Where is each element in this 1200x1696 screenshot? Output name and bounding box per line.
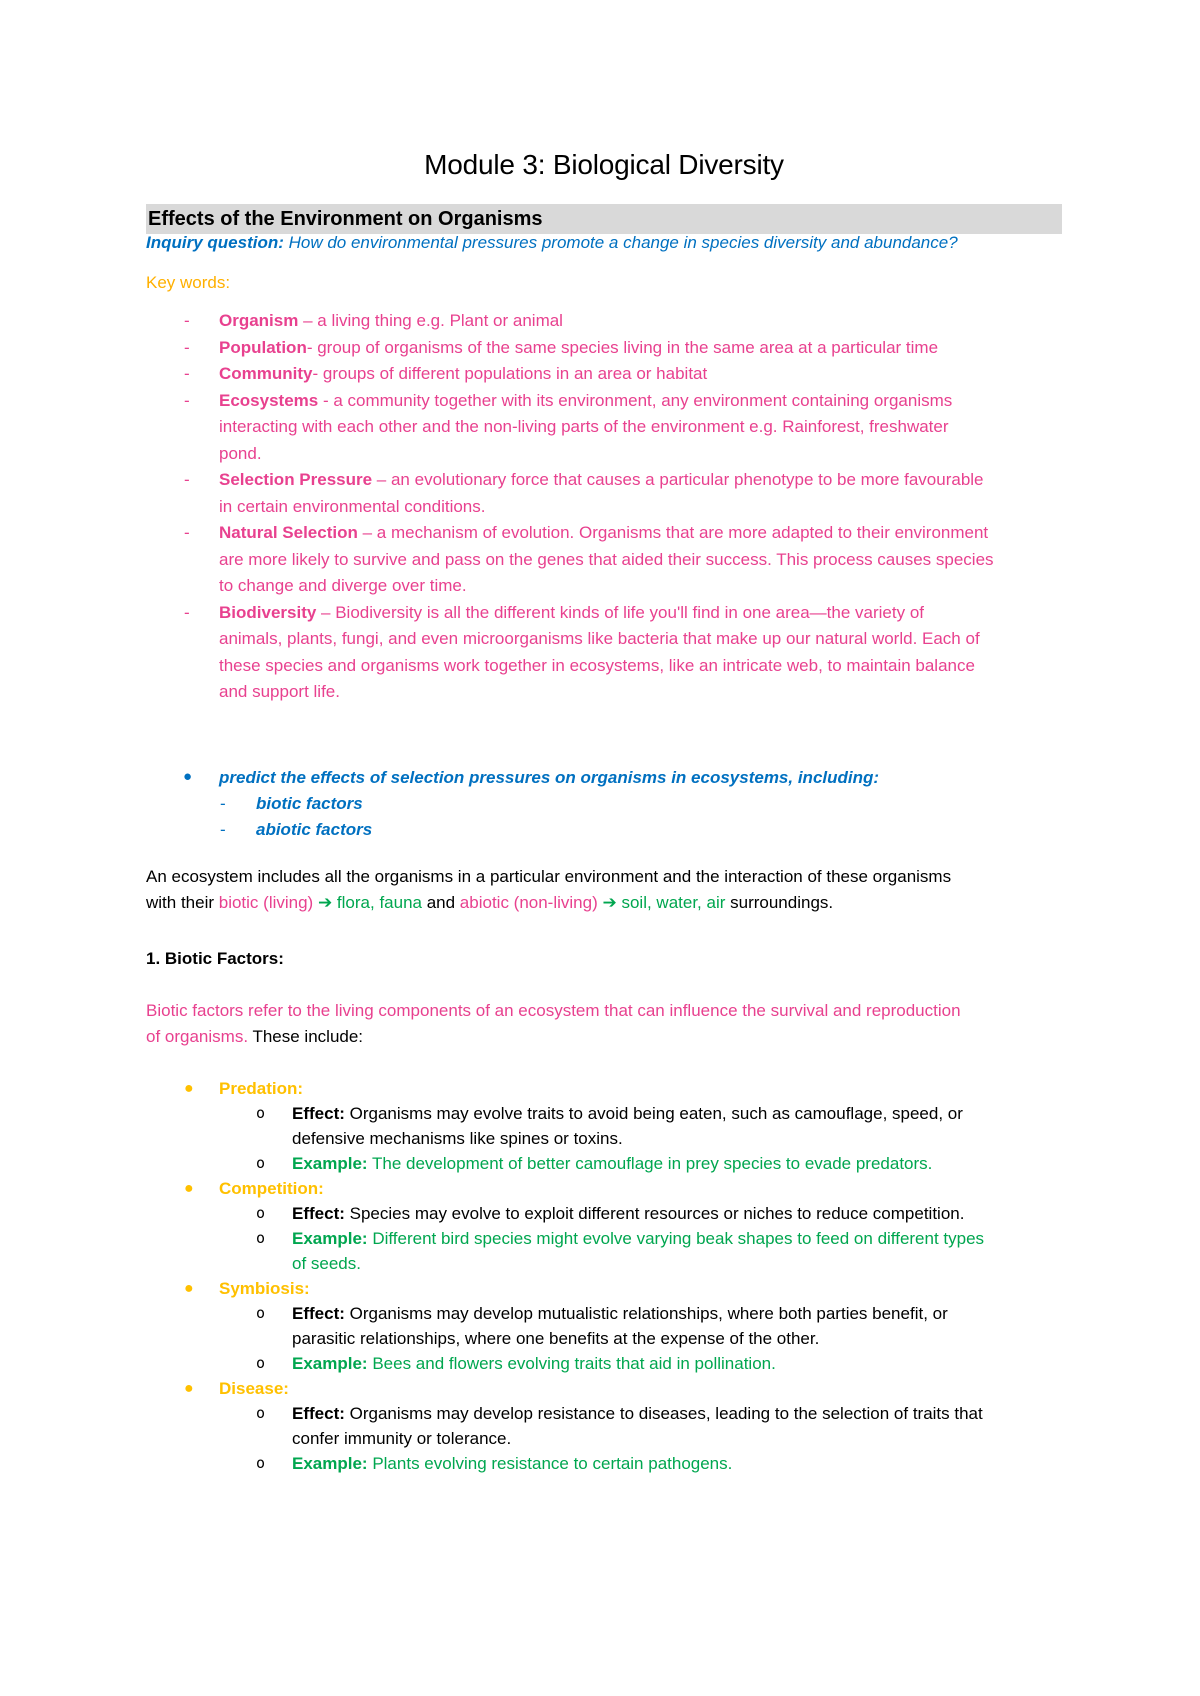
abiotic-term: abiotic (non-living) <box>459 893 603 912</box>
term: Community <box>219 364 313 383</box>
definition-line: to change and diverge over time. <box>219 576 467 595</box>
paragraph-line: An ecosystem includes all the organisms in a particular environment and the interaction of these organisms <box>146 867 952 886</box>
list-item <box>146 361 1062 388</box>
arrow-icon: ➔ <box>317 893 333 912</box>
disc-bullet: ● <box>184 1180 194 1197</box>
definition-line: – a mechanism of evolution. Organisms that are more adapted to their environment <box>357 523 989 542</box>
objective-item <box>146 765 1062 791</box>
effect-text: Organisms may develop resistance to diseases, leading to the selection of traits that <box>344 1404 983 1423</box>
section-heading: Effects of the Environment on Organisms <box>146 204 1062 234</box>
text-run: of organisms. <box>146 1027 249 1046</box>
list-item <box>146 388 1062 468</box>
circle-bullet: o <box>256 1454 266 1472</box>
definition-line: interacting with each other and the non-living parts of the environment e.g. Rainforest, freshwater <box>219 417 949 436</box>
term: Ecosystems <box>219 390 319 410</box>
factor-example <box>146 1226 1062 1276</box>
list-item <box>146 467 1062 520</box>
factor-example <box>146 1151 1062 1176</box>
circle-bullet: o <box>256 1154 266 1172</box>
list-item <box>146 335 1062 362</box>
paragraph-line <box>146 890 1062 916</box>
dash-bullet: - <box>184 390 190 410</box>
effect-label: Effect: <box>292 1104 345 1123</box>
factor-effect <box>146 1301 1062 1351</box>
factor-name: Symbiosis: <box>219 1279 310 1298</box>
definition-line: - group of organisms of the same species living in the same area at a particular time <box>306 337 939 357</box>
factor-heading <box>146 1276 1062 1301</box>
term: Natural Selection <box>219 523 358 542</box>
inquiry-label: Inquiry question: <box>146 233 284 252</box>
arrow-icon: ➔ <box>602 893 617 912</box>
definition-line: - groups of different populations in an area or habitat <box>312 364 708 383</box>
effect-text: parasitic relationships, where one benefits at the expense of the other. <box>292 1329 820 1348</box>
circle-bullet: o <box>256 1104 266 1122</box>
example-text: Bees and flowers evolving traits that aid in pollination. <box>367 1354 776 1373</box>
text-run: with their <box>146 893 219 912</box>
factor-effect <box>146 1101 1062 1151</box>
example-label: Example: <box>292 1154 368 1173</box>
text-run: surroundings. <box>725 893 834 912</box>
dash-bullet: - <box>184 311 190 330</box>
inquiry-text: How do environmental pressures promote a change in species diversity and abundance? <box>283 233 958 252</box>
term: Biodiversity <box>219 602 317 622</box>
factor-example <box>146 1351 1062 1376</box>
definition-line: – an evolutionary force that causes a particular phenotype to be more favourable <box>372 470 984 489</box>
disc-bullet: ● <box>183 768 193 785</box>
definition-line: - a community together with its environment, any environment containing organisms <box>318 390 953 410</box>
key-words-list <box>146 308 1062 706</box>
definition-line: – Biodiversity is all the different kinds of life you'll find in one area—the variety of <box>316 602 925 622</box>
circle-bullet: o <box>256 1304 266 1322</box>
definition-line: pond. <box>219 443 262 463</box>
factor-example <box>146 1451 1062 1476</box>
text-run: These include: <box>248 1027 364 1046</box>
dash-bullet: - <box>184 337 190 357</box>
dash-bullet: - <box>184 364 190 383</box>
effect-label: Effect: <box>292 1404 345 1423</box>
objective-text: predict the effects of selection pressures on organisms in ecosystems, including: <box>219 768 880 787</box>
objective-block <box>146 765 1062 843</box>
term: Population <box>219 337 307 357</box>
term: Organism <box>219 311 299 330</box>
inquiry-question <box>146 230 958 256</box>
abiotic-examples: soil, water, air <box>616 893 726 912</box>
paragraph-line: Biotic factors refer to the living components of an ecosystem that can influence the survival and reproduction <box>146 1001 961 1020</box>
factor-heading <box>146 1376 1062 1401</box>
text-run: and <box>421 893 460 912</box>
factor-effect <box>146 1201 1062 1226</box>
list-item <box>146 520 1062 600</box>
term: Selection Pressure <box>219 470 373 489</box>
effect-text: Organisms may evolve traits to avoid being eaten, such as camouflage, speed, or <box>344 1104 963 1123</box>
dash-bullet: - <box>184 470 190 489</box>
circle-bullet: o <box>256 1204 266 1222</box>
paragraph-line <box>146 1024 1062 1050</box>
circle-bullet: o <box>256 1229 266 1247</box>
page-title: Module 3: Biological Diversity <box>424 149 784 180</box>
ecosystem-paragraph <box>146 864 1062 916</box>
disc-bullet: ● <box>184 1280 194 1297</box>
biotic-factors-heading: 1. Biotic Factors: <box>146 949 284 968</box>
subitem-text: biotic factors <box>256 794 363 813</box>
example-text: of seeds. <box>292 1254 361 1273</box>
factor-name: Competition: <box>219 1179 324 1198</box>
dash-bullet: - <box>184 523 190 542</box>
list-item <box>146 308 1062 335</box>
definition-line: and support life. <box>219 682 340 701</box>
example-text: The development of better camouflage in prey species to evade predators. <box>367 1154 933 1173</box>
subitem-text: abiotic factors <box>256 820 373 839</box>
biotic-examples: flora, fauna <box>332 893 422 912</box>
dash-bullet: - <box>220 820 226 839</box>
effect-label: Effect: <box>292 1304 345 1323</box>
biotic-factors-list <box>146 1076 1062 1476</box>
definition-line: animals, plants, fungi, and even microorganisms like bacteria that make up our natural world. Each of <box>219 629 980 648</box>
example-label: Example: <box>292 1354 368 1373</box>
effect-label: Effect: <box>292 1204 345 1223</box>
dash-bullet: - <box>220 794 226 813</box>
biotic-term: biotic (living) <box>218 893 318 912</box>
key-words-label: Key words: <box>146 273 231 292</box>
definition-line: in certain environmental conditions. <box>219 496 486 516</box>
factor-effect <box>146 1401 1062 1451</box>
factor-heading <box>146 1176 1062 1201</box>
biotic-intro <box>146 998 1062 1050</box>
objective-subitem <box>146 817 1062 843</box>
list-item <box>146 600 1062 706</box>
definition-line: are more likely to survive and pass on the genes that aided their success. This process causes species <box>219 549 994 569</box>
example-text: Plants evolving resistance to certain pathogens. <box>367 1454 733 1473</box>
dash-bullet: - <box>184 602 190 622</box>
objective-subitem <box>146 791 1062 817</box>
effect-text: Species may evolve to exploit different resources or niches to reduce competition. <box>344 1204 965 1223</box>
circle-bullet: o <box>256 1354 266 1372</box>
effect-text: confer immunity or tolerance. <box>292 1429 512 1448</box>
disc-bullet: ● <box>184 1080 194 1097</box>
factor-name: Predation: <box>219 1079 304 1098</box>
effect-text: Organisms may develop mutualistic relationships, where both parties benefit, or <box>344 1304 948 1323</box>
disc-bullet: ● <box>184 1380 194 1397</box>
circle-bullet: o <box>256 1404 266 1422</box>
factor-heading <box>146 1076 1062 1101</box>
definition-line: – a living thing e.g. Plant or animal <box>298 311 563 330</box>
example-label: Example: <box>292 1229 368 1248</box>
factor-name: Disease: <box>219 1379 289 1398</box>
example-label: Example: <box>292 1454 368 1473</box>
example-text: Different bird species might evolve varying beak shapes to feed on different types <box>367 1229 985 1248</box>
effect-text: defensive mechanisms like spines or toxins. <box>292 1129 623 1148</box>
definition-line: these species and organisms work together in ecosystems, like an intricate web, to maintain balance <box>219 655 975 675</box>
